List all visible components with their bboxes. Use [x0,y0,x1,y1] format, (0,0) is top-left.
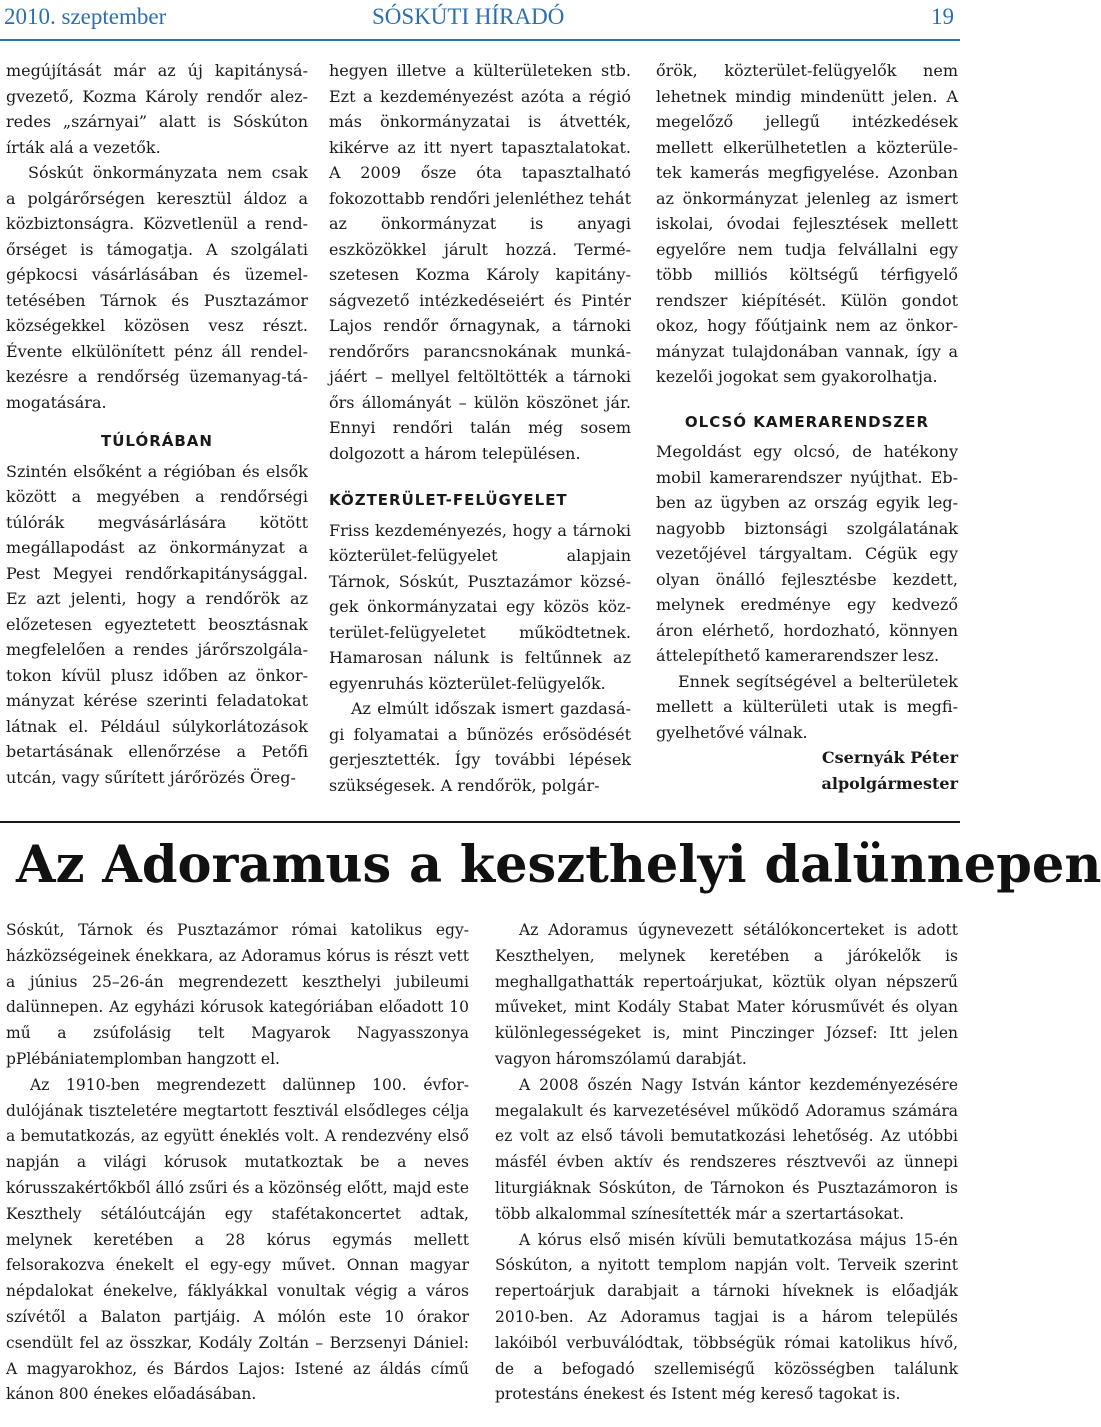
article2-column-1 [6,918,469,1408]
paragraph: Megoldást egy olcsó, de hatékony mobil kamerarendszer nyújthat. Ebben az ügyben az ország egyik legnagyobb biztonsági szolgálatának vezetőjével tárgyaltam. Cégük egy olyan önálló fejlesztésbe kezdett, melynek eredménye egy kedvező áron elérhető, hordozható, könnyen áttelepíthető kamerarendszer lesz. [656,442,958,665]
paragraph: Friss kezdeményezés, hogy a tárnoki közterület-felügyelet alapjain Tárnok, Sóskút, Pusztazámor községek önkormányzatai egy közös közterület-felügyeletet működtetnek. Hamarosan nálunk is feltűnnek az egyenruhás közterület-felügyelők. [329,520,631,693]
section-heading-tulorában: TÚLÓRÁBAN [101,432,213,450]
paragraph: Sóskút, Tárnok és Pusztazámor római katolikus egyházközségeinek énekkara, az Adoramus kórus is részt vett a június 25–26-án megrendezett keszthelyi jubileumi dalünnepen. Az egyházi kórusok kategóriában előadott 10 mű a zsúfolásig telt Magyarok Nagyasszonya pPlébániatemplomban hangzott el. [6,921,469,1068]
paragraph: Ennek segítségével a belterületek mellett a külterületi utak is megfigyelhetővé válnak. [656,671,958,742]
author-name: Csernyák Péter [821,748,958,767]
paragraph: megújítását már az új kapitányságvezető, Kozma Károly rendőr alezredes „szárnyai” alatt is Sóskúton írták alá a vezetők. [6,61,308,157]
article-divider [0,821,960,823]
paragraph: A kórus első misén kívüli bemutatkozása május 15-én Sóskúton, a nyitott templom napján volt. Terveik szerint repertoárjuk darabjait a tárnoki híveknek is előadják 2010-ben. Az Adoramus tagjai is a három település lakóiból verbuválódtak, többségük római katolikus hívő, de a befogadó szellemiségű közösségben találunk protestáns énekest és Istent még kereső tagokat is. [495,1230,958,1404]
article1-column-1 [6,58,308,790]
paragraph: őrök, közterület-felügyelők nem lehetnek mindig mindenütt jelen. A megelőző jellegű intézkedések mellett elkerülhetetlen a közterületek kamerás megfigyelése. Azonban az önkormányzat jelenleg az ismert iskolai, óvodai fejlesztések mellett egyelőre nem tudja felvállalni egy több milliós költségű térfigyelő rendszer kiépítését. Külön gondot okoz, hogy főútjaink nem az önkormányzat tulajdonában vannak, így a kezelői jogokat sem gyakorolhatja. [656,61,958,386]
paragraph: A 2008 őszén Nagy István kántor kezdeményezésére megalakult és karvezetésével működő Adoramus számára ez volt az első távoli bemutatkozási lehetőség. Az utóbbi másfél évben aktív és rendszeres résztvevői az ünnepi liturgiáknak Sóskúton, de Tárnokon és Pusztazámoron is több alkalommal színesítették már a szertartásokat. [495,1075,958,1223]
section-heading-olcso-kamerarendszer: OLCSÓ KAMERARENDSZER [684,412,930,431]
paragraph: Az Adoramus úgynevezett sétálókoncerteket is adott Keszthelyen, melynek keretében a járókelők is meghallgathatták repertoárjukat, köztük olyan népszerű műveket, mint Kodály Stabat Mater kórusművét és olyan különlegességeket is, mint Pinczinger József: Itt jelen vagyon háromszólamú darabját. [495,921,958,1068]
paragraph: Sóskút önkormányzata nem csak a polgárőrségen keresztül áldoz a közbiztonságra. Közvetlenül a rendőrséget is támogatja. A szolgálati gépkocsi vásárlásában és üzemeltetésében Tárnok és Pusztazámor községekkel közösen vesz részt. Évente elkülönített pénz áll rendelkezésre a rendőrség üzemanyag-támogatására. [6,163,308,412]
author-role: alpolgármester [821,773,958,793]
publication-title: SÓSKÚTI HÍRADÓ [372,4,565,29]
page-header [0,0,960,40]
paragraph: hegyen illetve a külterületeken stb. Ezt a kezdeményezést azóta a régió más önkormányzatai is átvették, kikérve az itt nyert tapasztalatokat. A 2009 ősze óta tapasztalható fokozottabb rendőri jelenléthez tehát az önkormányzat is anyagi eszközökkel járult hozzá. Természetesen Kozma Károly kapitányságvezető intézkedéseiért és Pintér Lajos rendőr őrnagynak, a tárnoki rendőrőrs parancsnokának munkájáért – mellyel feltöltötték a tárnoki őrs állományát – külön köszönet jár. Ennyi rendőri talán még sosem dolgozott a három településen. [329,61,631,463]
article1-column-2 [329,58,631,798]
paragraph: Az 1910-ben megrendezett dalünnep 100. évfordulójának tiszteletére megtartott fesztivál elsődleges célja a bemutatkozás, az együtt éneklés volt. A rendezvény első napján a világi kórusok mutatkoztak be a neves kórusszakértőkből álló zsűri és a közönség előtt, majd este Keszthely sétálóutcáján egy stafétakoncertet adtak, melynek keretében a 28 kórus egymás mellett felsorakozva énekelt el egy-egy művet. Onnan magyar népdalokat énekelve, fáklyákkal vonultak végig a város szívétől a Balaton partjáig. A mólón este 10 órakor csendült fel az összkar, Kodály Zoltán – Berzsenyi Dániel: A magyarokhoz, és Bárdos Lajos: Istené az áldás című kánon 800 énekes előadásában. [6,1075,469,1404]
paragraph: Az elmúlt időszak ismert gazdasági folyamatai a bűnözés erősödését gerjesztették. Így további lépések szükségesek. A rendőrök, polgár- [329,699,631,795]
issue-date: 2010. szeptember [4,4,167,29]
section-heading-kozterulet-felugyelet: KÖZTERÜLET-FELÜGYELET [329,491,568,509]
paragraph: Szintén elsőként a régióban és elsők között a megyében a rendőrségi túlórák megvásárlására kötött megállapodást az önkormányzat a Pest Megyei rendőrkapitánysággal. Ez azt jelenti, hogy a rendőrök az előzetesen egyeztetett beosztásnak megfelelően a rendes járőrszolgálatokon kívül plusz időben az önkormányzat kérése szerinti feladatokat látnak el. Például súlykorlátozások betartásának ellenőrzése a Petőfi utcán, vagy sűrített járőrözés Öreg- [6,461,308,787]
header-divider [0,39,960,41]
article2-column-2 [495,918,958,1408]
article-headline: Az Adoramus a keszthelyi dalünnepen [16,835,1101,895]
page-number: 19 [931,4,954,29]
article1-column-3 [656,58,958,796]
